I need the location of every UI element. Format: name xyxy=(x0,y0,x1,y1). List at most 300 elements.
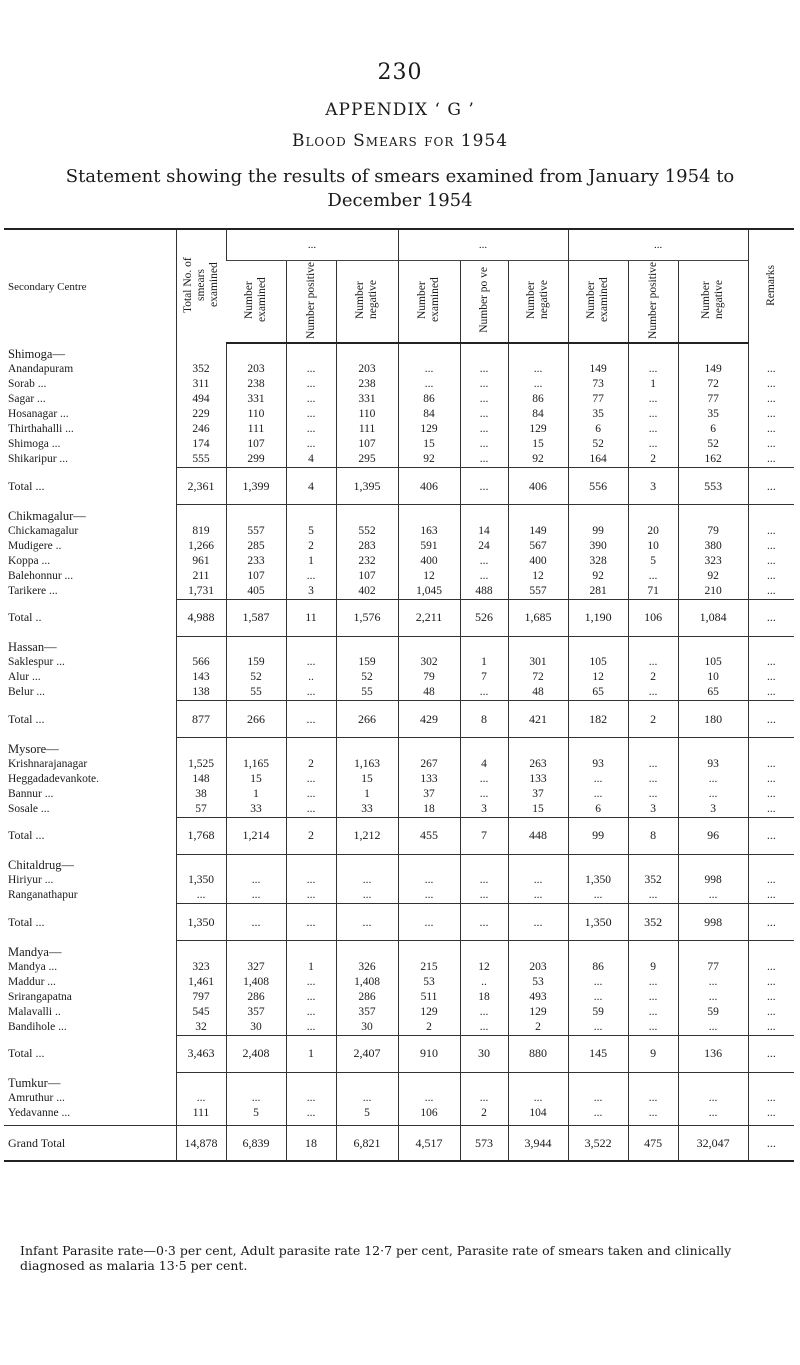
page-number: 230 xyxy=(377,60,423,85)
value-cell: 1 xyxy=(286,1035,336,1072)
value-cell: ... xyxy=(286,407,336,422)
value-cell: ... xyxy=(678,888,748,904)
value-cell: 1 xyxy=(336,787,398,802)
value-cell: ... xyxy=(568,1091,628,1106)
empty-cell xyxy=(398,738,460,757)
footnote: Infant Parasite rate—0·3 per cent, Adult parasite rate 12·7 per cent, Parasite rate of smears taken and clinically diagnosed as malaria 13·5 per cent. xyxy=(20,1243,732,1273)
table-row xyxy=(4,452,794,468)
value-cell: 30 xyxy=(460,1035,508,1072)
value-cell: 6,839 xyxy=(226,1126,286,1162)
value-cell: 567 xyxy=(508,539,568,554)
value-cell: ... xyxy=(748,362,794,377)
value-cell: 400 xyxy=(508,554,568,569)
value-cell: 1 xyxy=(286,960,336,975)
value-cell: ... xyxy=(678,1106,748,1121)
empty-cell xyxy=(508,343,568,362)
value-cell: 30 xyxy=(336,1020,398,1036)
value-cell: 526 xyxy=(460,599,508,636)
value-cell: 92 xyxy=(678,569,748,584)
value-cell: 2 xyxy=(398,1020,460,1036)
empty-cell xyxy=(398,941,460,960)
centre-name-cell: Tarikere ... xyxy=(8,584,58,597)
value-cell: ... xyxy=(748,468,794,505)
value-cell: 591 xyxy=(398,539,460,554)
value-cell: ... xyxy=(748,802,794,818)
district-header-row xyxy=(4,1072,794,1091)
value-cell: 53 xyxy=(398,975,460,990)
value-cell: ... xyxy=(568,975,628,990)
value-cell: 573 xyxy=(460,1126,508,1162)
value-cell: 2,211 xyxy=(398,599,460,636)
value-cell: ... xyxy=(286,437,336,452)
value-cell: 229 xyxy=(176,407,226,422)
empty-cell xyxy=(628,636,678,655)
value-cell: 111 xyxy=(226,422,286,437)
value-cell: ... xyxy=(628,990,678,1005)
value-cell: 133 xyxy=(398,772,460,787)
value-cell: 203 xyxy=(336,362,398,377)
value-cell: ... xyxy=(748,1091,794,1106)
value-cell: ... xyxy=(748,757,794,772)
value-cell: 406 xyxy=(398,468,460,505)
centre-name-cell: Belur ... xyxy=(8,686,46,699)
value-cell: 32,047 xyxy=(678,1126,748,1162)
value-cell: ... xyxy=(628,407,678,422)
value-cell: 15 xyxy=(226,772,286,787)
value-cell: ... xyxy=(508,888,568,904)
value-cell: 32 xyxy=(176,1020,226,1036)
value-cell: 352 xyxy=(628,904,678,941)
empty-cell xyxy=(226,941,286,960)
col-number-positive-3: Number positive xyxy=(628,261,678,344)
value-cell: ... xyxy=(678,787,748,802)
district-name: Shimoga— xyxy=(8,347,65,361)
value-cell: 4,517 xyxy=(398,1126,460,1162)
empty-cell xyxy=(398,854,460,873)
centre-name-cell: Yedavanne ... xyxy=(8,1107,71,1119)
value-cell: 37 xyxy=(508,787,568,802)
empty-cell xyxy=(508,738,568,757)
value-cell: 1,165 xyxy=(226,757,286,772)
col-number-positive-2: Number po ve xyxy=(460,261,508,344)
value-cell: 174 xyxy=(176,437,226,452)
centre-name-cell: Mudigere .. xyxy=(8,539,62,552)
value-cell: ... xyxy=(568,990,628,1005)
value-cell: 180 xyxy=(678,701,748,738)
value-cell: 3 xyxy=(628,802,678,818)
centre-name-cell: Bannur ... xyxy=(8,787,54,800)
value-cell: 24 xyxy=(460,539,508,554)
value-cell: 93 xyxy=(678,757,748,772)
empty-cell xyxy=(460,1072,508,1091)
empty-cell xyxy=(628,1072,678,1091)
table-row xyxy=(4,554,794,569)
subtitle: Blood Smears for 1954 xyxy=(291,131,509,151)
value-cell: ... xyxy=(460,554,508,569)
value-cell: 12 xyxy=(460,960,508,975)
value-cell: 111 xyxy=(176,1106,226,1121)
value-cell: 210 xyxy=(678,584,748,600)
value-cell: 104 xyxy=(508,1106,568,1121)
table-body xyxy=(4,343,794,1161)
empty-cell xyxy=(748,941,794,960)
value-cell: ... xyxy=(748,787,794,802)
value-cell: 266 xyxy=(226,701,286,738)
value-cell: 149 xyxy=(678,362,748,377)
value-cell: 1,190 xyxy=(568,599,628,636)
value-cell: ... xyxy=(748,437,794,452)
value-cell: ... xyxy=(628,787,678,802)
empty-cell xyxy=(336,738,398,757)
value-cell: 3 xyxy=(286,584,336,600)
value-cell: 3 xyxy=(460,802,508,818)
value-cell: 5 xyxy=(628,554,678,569)
value-cell: ... xyxy=(748,584,794,600)
value-cell: 4 xyxy=(460,757,508,772)
value-cell: 93 xyxy=(568,757,628,772)
value-cell: .. xyxy=(286,670,336,685)
empty-cell xyxy=(678,1072,748,1091)
value-cell: ... xyxy=(460,407,508,422)
col-number-examined-1: Number examined xyxy=(226,261,286,344)
table-row xyxy=(4,757,794,772)
centre-name-cell: Amruthur ... xyxy=(8,1092,65,1104)
value-cell: ... xyxy=(748,670,794,685)
value-cell: ... xyxy=(748,539,794,554)
value-cell: ... xyxy=(286,1091,336,1106)
value-cell: 380 xyxy=(678,539,748,554)
empty-cell xyxy=(508,636,568,655)
value-cell: 2,361 xyxy=(176,468,226,505)
value-cell: 203 xyxy=(226,362,286,377)
value-cell: ... xyxy=(748,685,794,701)
value-cell: 327 xyxy=(226,960,286,975)
col-number-positive-1: Number positive xyxy=(286,261,336,344)
value-cell: 238 xyxy=(336,377,398,392)
empty-cell xyxy=(176,941,226,960)
empty-cell xyxy=(226,636,286,655)
value-cell: 238 xyxy=(226,377,286,392)
table-row xyxy=(4,802,794,818)
district-name: Mandya— xyxy=(8,944,62,959)
value-cell: 326 xyxy=(336,960,398,975)
value-cell: 12 xyxy=(568,670,628,685)
centre-name-cell: Total ... xyxy=(8,478,45,493)
value-cell: 302 xyxy=(398,655,460,670)
appendix-title: APPENDIX ‘ G ’ xyxy=(325,100,475,120)
value-cell: ... xyxy=(628,1005,678,1020)
value-cell: 5 xyxy=(336,1106,398,1121)
value-cell: 162 xyxy=(678,452,748,468)
value-cell: 246 xyxy=(176,422,226,437)
centre-name-cell: Total ... xyxy=(8,1046,45,1060)
value-cell: ... xyxy=(748,701,794,738)
value-cell: 59 xyxy=(568,1005,628,1020)
value-cell: 10 xyxy=(628,539,678,554)
table-row xyxy=(4,392,794,407)
value-cell: ... xyxy=(286,802,336,818)
value-cell: 215 xyxy=(398,960,460,975)
value-cell: ... xyxy=(336,1091,398,1106)
empty-cell xyxy=(568,738,628,757)
value-cell: 1,350 xyxy=(568,873,628,888)
value-cell: 9 xyxy=(628,960,678,975)
value-cell: 79 xyxy=(398,670,460,685)
value-cell: ... xyxy=(748,377,794,392)
table-row xyxy=(4,437,794,452)
value-cell: 86 xyxy=(398,392,460,407)
value-cell: 429 xyxy=(398,701,460,738)
district-name: Chikmagalur— xyxy=(8,508,86,523)
empty-cell xyxy=(286,738,336,757)
empty-cell xyxy=(460,505,508,524)
value-cell: 65 xyxy=(678,685,748,701)
value-cell: 129 xyxy=(398,1005,460,1020)
value-cell: 37 xyxy=(398,787,460,802)
value-cell: 3,463 xyxy=(176,1035,226,1072)
value-cell: 4 xyxy=(286,452,336,468)
value-cell: ... xyxy=(678,772,748,787)
value-cell: 357 xyxy=(336,1005,398,1020)
centre-name-cell: Chickamagalur xyxy=(8,524,79,537)
value-cell: ... xyxy=(748,1020,794,1036)
district-total-row xyxy=(4,599,794,636)
centre-name-cell: Heggadadevankote. xyxy=(8,772,100,785)
col-secondary-centre: Secondary Centre xyxy=(4,229,176,343)
value-cell: ... xyxy=(748,817,794,854)
value-cell: ... xyxy=(460,468,508,505)
centre-name-cell: Total ... xyxy=(8,828,45,842)
value-cell: ... xyxy=(748,1035,794,1072)
empty-cell xyxy=(226,343,286,362)
value-cell: ... xyxy=(748,524,794,539)
empty-cell xyxy=(748,505,794,524)
value-cell: 18 xyxy=(398,802,460,818)
empty-cell xyxy=(678,505,748,524)
value-cell: 266 xyxy=(336,701,398,738)
value-cell: 406 xyxy=(508,468,568,505)
empty-cell xyxy=(568,343,628,362)
empty-cell xyxy=(628,854,678,873)
blood-smears-table xyxy=(4,228,794,1162)
value-cell: 57 xyxy=(176,802,226,818)
value-cell: ... xyxy=(628,772,678,787)
value-cell: 1,685 xyxy=(508,599,568,636)
value-cell: 11 xyxy=(286,599,336,636)
value-cell: 323 xyxy=(678,554,748,569)
empty-cell xyxy=(398,636,460,655)
value-cell: ... xyxy=(748,599,794,636)
value-cell: ... xyxy=(568,888,628,904)
value-cell: 1,350 xyxy=(568,904,628,941)
value-cell: 1,408 xyxy=(336,975,398,990)
value-cell: 6,821 xyxy=(336,1126,398,1162)
value-cell: ... xyxy=(460,1020,508,1036)
value-cell: 2 xyxy=(628,701,678,738)
empty-cell xyxy=(748,854,794,873)
value-cell: 1,084 xyxy=(678,599,748,636)
district-header-row xyxy=(4,505,794,524)
value-cell: 129 xyxy=(398,422,460,437)
district-name: Chitaldrug— xyxy=(8,858,74,872)
value-cell: 1,399 xyxy=(226,468,286,505)
value-cell: 107 xyxy=(226,437,286,452)
value-cell: ... xyxy=(460,888,508,904)
value-cell: 263 xyxy=(508,757,568,772)
value-cell: ... xyxy=(628,422,678,437)
group-header-3: ... xyxy=(568,229,748,261)
district-total-row xyxy=(4,817,794,854)
value-cell: 52 xyxy=(568,437,628,452)
empty-cell xyxy=(628,343,678,362)
value-cell: 295 xyxy=(336,452,398,468)
centre-name-cell: Saklespur ... xyxy=(8,656,65,668)
value-cell: 15 xyxy=(508,437,568,452)
empty-cell xyxy=(398,505,460,524)
value-cell: 2 xyxy=(628,452,678,468)
empty-cell xyxy=(286,941,336,960)
value-cell: ... xyxy=(678,990,748,1005)
empty-cell xyxy=(286,1072,336,1091)
empty-cell xyxy=(678,738,748,757)
centre-name-cell: Alur ... xyxy=(8,671,41,683)
value-cell: 3,522 xyxy=(568,1126,628,1162)
value-cell: ... xyxy=(628,1020,678,1036)
value-cell: 402 xyxy=(336,584,398,600)
table-row xyxy=(4,1091,794,1106)
centre-name-cell: Anandapuram xyxy=(8,363,74,375)
value-cell: 33 xyxy=(226,802,286,818)
value-cell: 566 xyxy=(176,655,226,670)
table-row xyxy=(4,873,794,888)
value-cell: 1,214 xyxy=(226,817,286,854)
value-cell: 84 xyxy=(398,407,460,422)
value-cell: 145 xyxy=(568,1035,628,1072)
value-cell: ... xyxy=(748,569,794,584)
table-row xyxy=(4,960,794,975)
value-cell: ... xyxy=(460,569,508,584)
value-cell: 105 xyxy=(568,655,628,670)
value-cell: ... xyxy=(336,904,398,941)
value-cell: .. xyxy=(460,975,508,990)
value-cell: ... xyxy=(286,772,336,787)
district-header-row xyxy=(4,636,794,655)
value-cell: ... xyxy=(460,1091,508,1106)
table-row xyxy=(4,362,794,377)
value-cell: 556 xyxy=(568,468,628,505)
value-cell: ... xyxy=(176,1091,226,1106)
value-cell: ... xyxy=(226,1091,286,1106)
value-cell: 1,731 xyxy=(176,584,226,600)
value-cell: 301 xyxy=(508,655,568,670)
value-cell: ... xyxy=(226,904,286,941)
value-cell: 99 xyxy=(568,817,628,854)
value-cell: 1 xyxy=(460,655,508,670)
value-cell: 18 xyxy=(286,1126,336,1162)
value-cell: 352 xyxy=(628,873,678,888)
value-cell: 400 xyxy=(398,554,460,569)
table-row xyxy=(4,787,794,802)
value-cell: 6 xyxy=(678,422,748,437)
empty-cell xyxy=(226,1072,286,1091)
value-cell: 961 xyxy=(176,554,226,569)
value-cell: ... xyxy=(748,554,794,569)
value-cell: 880 xyxy=(508,1035,568,1072)
value-cell: 182 xyxy=(568,701,628,738)
value-cell: 77 xyxy=(568,392,628,407)
table-row xyxy=(4,1020,794,1036)
value-cell: 211 xyxy=(176,569,226,584)
table-row xyxy=(4,975,794,990)
value-cell: 1,587 xyxy=(226,599,286,636)
table-row xyxy=(4,670,794,685)
value-cell: 2 xyxy=(286,757,336,772)
value-cell: ... xyxy=(748,888,794,904)
value-cell: 92 xyxy=(568,569,628,584)
district-total-row xyxy=(4,701,794,738)
value-cell: ... xyxy=(508,904,568,941)
empty-cell xyxy=(508,1072,568,1091)
value-cell: 110 xyxy=(226,407,286,422)
empty-cell xyxy=(286,343,336,362)
value-cell: ... xyxy=(628,1106,678,1121)
centre-name-cell: Thirthahalli ... xyxy=(8,423,74,435)
value-cell: 38 xyxy=(176,787,226,802)
value-cell: 557 xyxy=(508,584,568,600)
value-cell: 1,350 xyxy=(176,904,226,941)
value-cell: ... xyxy=(398,1091,460,1106)
value-cell: 4 xyxy=(286,468,336,505)
value-cell: 1,045 xyxy=(398,584,460,600)
value-cell: ... xyxy=(748,960,794,975)
value-cell: ... xyxy=(748,1005,794,1020)
value-cell: ... xyxy=(286,569,336,584)
empty-cell xyxy=(460,941,508,960)
value-cell: ... xyxy=(398,362,460,377)
value-cell: ... xyxy=(748,392,794,407)
value-cell: ... xyxy=(286,975,336,990)
value-cell: 877 xyxy=(176,701,226,738)
empty-cell xyxy=(748,738,794,757)
centre-name-cell: Grand Total xyxy=(4,1126,176,1162)
value-cell: 15 xyxy=(398,437,460,452)
value-cell: 233 xyxy=(226,554,286,569)
value-cell: ... xyxy=(748,655,794,670)
centre-name-cell: Sosale ... xyxy=(8,802,50,815)
value-cell: 285 xyxy=(226,539,286,554)
value-cell: ... xyxy=(286,787,336,802)
table-row xyxy=(4,685,794,701)
empty-cell xyxy=(678,854,748,873)
empty-cell xyxy=(336,636,398,655)
value-cell: 9 xyxy=(628,1035,678,1072)
empty-cell xyxy=(508,505,568,524)
value-cell: ... xyxy=(176,888,226,904)
value-cell: ... xyxy=(286,701,336,738)
grand-total-row xyxy=(4,1126,794,1162)
empty-cell xyxy=(460,343,508,362)
value-cell: 545 xyxy=(176,1005,226,1020)
col-number-examined-2: Number examined xyxy=(398,261,460,344)
empty-cell xyxy=(336,1072,398,1091)
value-cell: 138 xyxy=(176,685,226,701)
value-cell: ... xyxy=(398,888,460,904)
value-cell: 311 xyxy=(176,377,226,392)
value-cell: 421 xyxy=(508,701,568,738)
empty-cell xyxy=(176,636,226,655)
value-cell: 2,408 xyxy=(226,1035,286,1072)
value-cell: 1 xyxy=(628,377,678,392)
